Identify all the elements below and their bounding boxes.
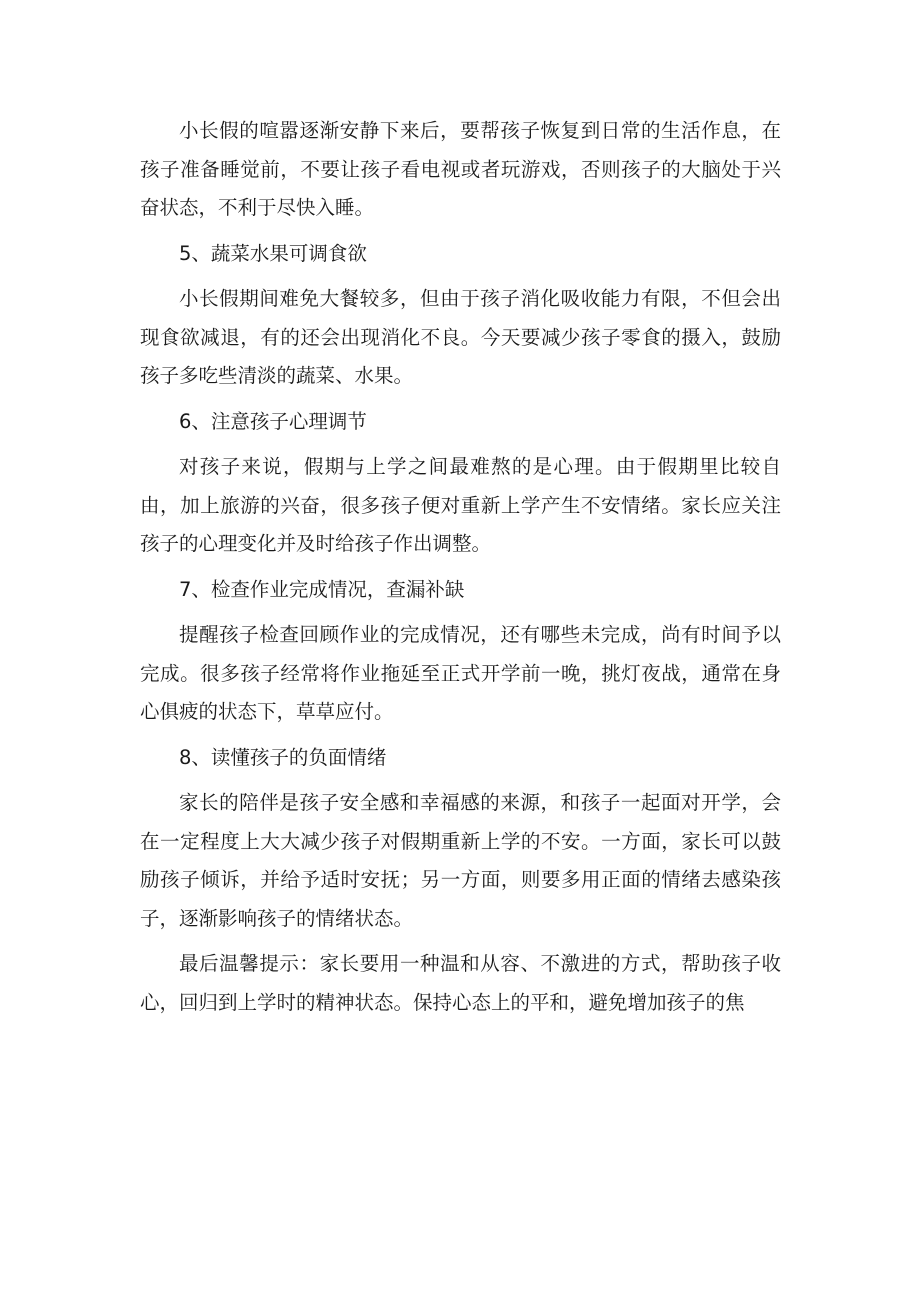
heading-6-psychological-adjustment: 6、注意孩子心理调节	[179, 409, 367, 433]
heading-5-vegetables-fruit: 5、蔬菜水果可调食欲	[179, 241, 367, 265]
paragraph-homework: 提醒孩子检查回顾作业的完成情况，还有哪些未完成，尚有时间予以完成。很多孩子经常将作业拖延至正式开学前一晚，挑灯夜战，通常在身心俱疲的状态下，草草应付。	[140, 623, 781, 723]
document-page	[140, 112, 781, 1022]
heading-8-negative-emotions: 8、读懂孩子的负面情绪	[179, 745, 387, 769]
paragraph-psychology: 对孩子来说，假期与上学之间最难熬的是心理。由于假期里比较自由，加上旅游的兴奋，很多孩子便对重新上学产生不安情绪。家长应关注孩子的心理变化并及时给孩子作出调整。	[140, 455, 781, 555]
paragraph-final-tips: 最后温馨提示：家长要用一种温和从容、不激进的方式，帮助孩子收心，回归到上学时的精神状态。保持心态上的平和，避免增加孩子的焦	[140, 952, 781, 1014]
heading-7-check-homework: 7、检查作业完成情况，查漏补缺	[179, 577, 465, 601]
paragraph-sleep-routine: 小长假的喧嚣逐渐安静下来后，要帮孩子恢复到日常的生活作息，在孩子准备睡觉前，不要让孩子看电视或者玩游戏，否则孩子的大脑处于兴奋状态，不利于尽快入睡。	[140, 119, 781, 219]
paragraph-emotions: 家长的陪伴是孩子安全感和幸福感的来源，和孩子一起面对开学，会在一定程度上大大减少孩子对假期重新上学的不安。一方面，家长可以鼓励孩子倾诉，并给予适时安抚；另一方面，则要多用正面的情绪去感染孩子，逐渐影响孩子的情绪状态。	[140, 791, 781, 930]
paragraph-appetite: 小长假期间难免大餐较多，但由于孩子消化吸收能力有限，不但会出现食欲减退，有的还会出现消化不良。今天要减少孩子零食的摄入，鼓励孩子多吃些清淡的蔬菜、水果。	[140, 287, 781, 387]
